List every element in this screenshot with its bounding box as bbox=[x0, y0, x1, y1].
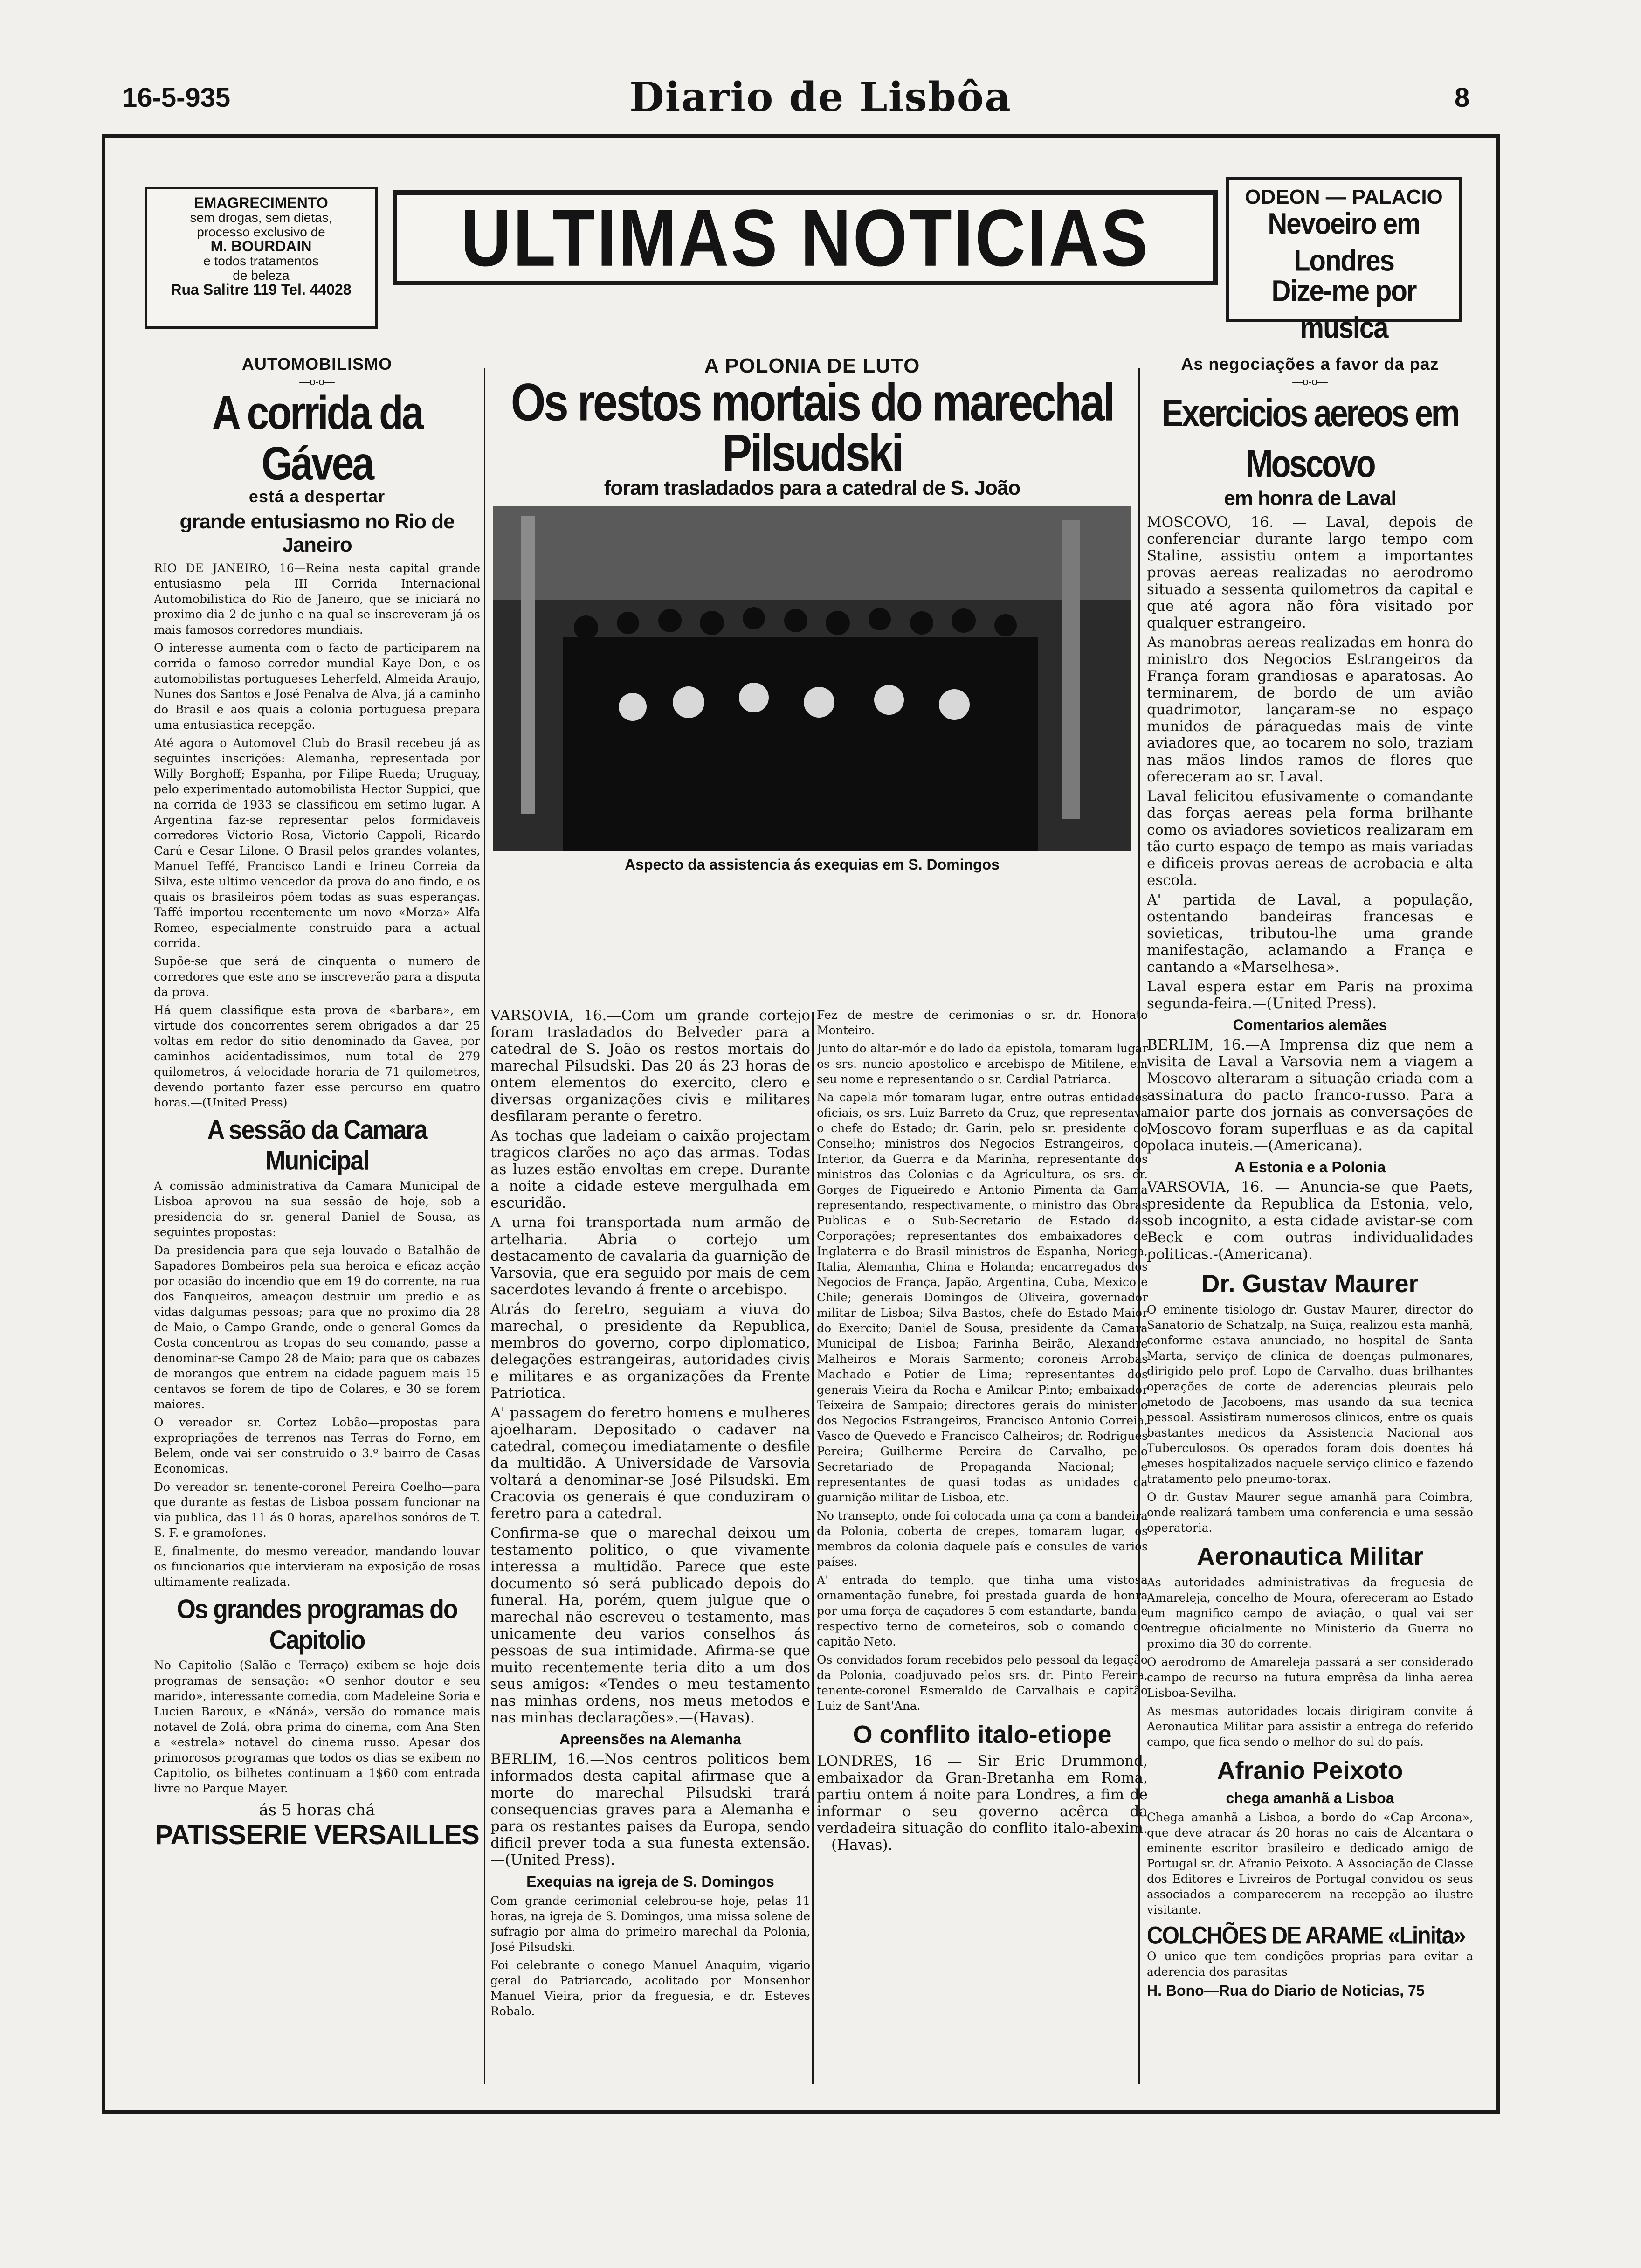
ad-line: PATISSERIE VERSAILLES bbox=[155, 1820, 479, 1850]
column-center-right bbox=[817, 1007, 1148, 2089]
paragraph: No Capitolio (Salão e Terraço) exibem-se hoje dois programas de sensação: «O senhor doutor e seu marido», interessante comedia, com Madeleine Soria e Lucien Baroux, e «Náná», versão do romance mais notavel de Zolá, obra prima do cinema, com Ana Sten a «estrela» notavel do cinema russo. Apesar dos primorosos programas que todos os dias se exibem no Capitolio, os bilhetes continuam a 1$60 com entrada livre no Parque Mayer. bbox=[154, 1659, 480, 1795]
ad-line: ás 5 horas chá bbox=[259, 1801, 375, 1819]
paragraph: O vereador sr. Cortez Lobão—propostas para expropriações de terrenos nas Terras do Forno, em Belem, onde vai ser construido o 3.º bairro de Casas Economicas. bbox=[154, 1416, 480, 1475]
subheadline: está a despertar bbox=[248, 487, 386, 506]
paragraph: RIO DE JANEIRO, 16—Reina nesta capital grande entusiasmo pela III Corrida Internacional Automobilistica do Rio de Janeiro, que se iniciará no proximo dia 2 de junho e na qual se inscreveram já os mais famosos corredores mundiais. bbox=[154, 561, 480, 636]
separator: —o-o— bbox=[299, 376, 335, 387]
ad-line: EMAGRECIMENTO bbox=[194, 194, 328, 211]
paragraph: Na capela mór tomaram lugar, entre outras entidades oficiais, os srs. Luiz Barreto da Cruz, que representava o chefe do Estado; dr. Garin, pelo sr. presidente do Conselho; ministros dos Negocios Estrangeiros, do Interior, da Guerra e da Marinha, representante dos ministros das Colonias e da Agricultura, os srs. dr. Gorges de Figueiredo e Antonio Pimenta da Gama representando, respectivamente, o ministro das Obras Publicas e o Sub-Secretario de Estado das Corporações; representantes dos embaixadores de Inglaterra e do Brasil ministros de Espanha, Noriega, Italia, Alemanha, China e Holanda; encarregados dos Negocios de França, Japão, Argentina, Cuba, Mexico e Chile; generais Domingos de Oliveira, governador militar de Lisboa; Silva Bastos, chefe do Estado Maior do Exercito; Daniel de Sousa, presidente da Camara Municipal de Lisboa; Farinha Beirão, Alexandre Malheiros e Morais Sarmento; coroneis Arrobas Machado e Potier de Lima; representantes dos generais Vieira da Rocha e Amilcar Pinto; embaixador Teixeira de Sampaio; directores gerais do ministerio dos Negocios Estrangeiros, Francisco Antonio Correia, Vasco de Quevedo e Francisco Calheiros; dr. Rodrigues Pereira; Guilherme Pereira de Carvalho, pelo Secretariado de Propaganda Nacional; e representantes de quasi todas as unidades da guarnição militar de Lisboa, etc. bbox=[817, 1091, 1148, 1504]
ad-line: processo exclusivo de bbox=[197, 225, 325, 239]
ad-line: de beleza bbox=[233, 268, 290, 283]
paragraph: O eminente tisiologo dr. Gustav Maurer, director do Sanatorio de Schatzalp, na Suiça, realizou esta manhã, conforme estava anunciado, no hospital de Santa Marta, serviço de clinica de doenças pulmonares, dirigido pelo prof. Lopo de Carvalho, duas brilhantes operações de corte de aderencias pleurais pelo metodo de Jacoboens, mas usando da sua tecnica pessoal. Assistiram numerosos clinicos, entre os quais bastantes medicos da Assistencia Nacional aos Tuberculosos. Os operados foram dois doentes há meses hospitalizados naquele serviço clinico e fazendo tratamento pelo pneumo-torax. bbox=[1147, 1303, 1473, 1486]
photo-caption: Aspecto da assistencia ás exequias em S. Domingos bbox=[625, 856, 1000, 873]
page-number: 8 bbox=[1455, 83, 1470, 113]
headline: A sessão da Camara Municipal bbox=[207, 1115, 427, 1176]
paragraph: Chega amanhã a Lisboa, a bordo do «Cap Arcona», que deve atracar ás 20 horas no cais de Alcantara o eminente escritor brasileiro e dedicado amigo de Portugal sr. dr. Afranio Peixoto. A Associação de Classe dos Editores e Livreiros de Portugal convidou os seus associados a comparecerem na recepção ao ilustre visitante. bbox=[1147, 1811, 1473, 1916]
headline: O conflito italo-etiope bbox=[853, 1721, 1112, 1749]
newspaper-title: Diario de Lisbôa bbox=[629, 74, 1012, 121]
banner-text: ULTIMAS NOTICIAS bbox=[461, 192, 1150, 283]
column-rule bbox=[812, 1012, 814, 2084]
paragraph: Junto do altar-mór e do lado da epistola, tomaram lugar os srs. nuncio apostolico e arcebispo de Mitilene, em seu nome e representando o sr. Cardial Patriarca. bbox=[817, 1042, 1148, 1086]
ad-line: Rua Salitre 119 Tel. 44028 bbox=[171, 281, 352, 298]
ad-line: O unico que tem condições proprias para evitar a aderencia dos parasitas bbox=[1147, 1950, 1473, 1978]
subhead: A Estonia e a Polonia bbox=[1234, 1159, 1386, 1175]
column-right bbox=[1147, 354, 1473, 2089]
paragraph: No transepto, onde foi colocada uma ça com a bandeira da Polonia, coberta de crepes, tomaram lugar, os membros da colonia daquele país e consules de varios países. bbox=[817, 1509, 1148, 1569]
section-kicker: As negociações a favor da paz bbox=[1181, 354, 1439, 373]
paragraph: BERLIM, 16.—A Imprensa diz que nem a visita de Laval a Varsovia nem a viagem a Moscovo alteraram a situação criada com a assinatura do pacto franco-russo. Para a maior parte dos jornais as conversações de Moscovo foram superfluas e as da capital polaca inuteis.—(Americana). bbox=[1147, 1037, 1473, 1154]
funeral-photo bbox=[493, 506, 1131, 851]
ad-line: e todos tratamentos bbox=[203, 254, 319, 268]
section-kicker: A POLONIA DE LUTO bbox=[704, 354, 920, 377]
paragraph: Atrás do feretro, seguiam a viuva do marechal, o presidente da Republica, membros do governo, corpo diplomatico, delegações estrangeiras, autoridades civis e militares e as organizações da Frente Patriotica. bbox=[490, 1301, 810, 1402]
paragraph: Da presidencia para que seja louvado o Batalhão de Sapadores Bombeiros pela sua heroica e eficaz acção por ocasião do incendio que em 19 do corrente, na rua dos Fanqueiros, ameaçou destruir um predio e as vidas dalgumas pessoas; para que no proximo dia 28 de Maio, o Campo Grande, onde o general Gomes da Costa concentrou as tropas do seu comando, passe a denominar-se Campo 28 de Maio; para que os cabazes de morangos que entrem na cidade paguem mais 15 centavos se forem de tipo de Colares, e 30 se forem maiores. bbox=[154, 1244, 480, 1411]
ad-colchoes: COLCHÕES DE ARAME «Linita» bbox=[1147, 1922, 1465, 1950]
column-center-top bbox=[490, 354, 1134, 998]
column-left bbox=[154, 354, 480, 2089]
paragraph: Foi celebrante o conego Manuel Anaquim, vigario geral do Patriarcado, acolitado por Monsenhor Manuel Vieira, prior da freguesia, e dr. Esteves Robalo. bbox=[490, 1958, 810, 2018]
headline: Exercicios aereos em Moscovo bbox=[1161, 391, 1459, 485]
subhead: Comentarios alemães bbox=[1233, 1016, 1387, 1033]
headline: Afranio Peixoto bbox=[1217, 1756, 1403, 1784]
crowd-illustration bbox=[493, 506, 1131, 851]
section-banner bbox=[393, 190, 1218, 285]
ad-odeon bbox=[1226, 177, 1462, 345]
subheadline: grande entusiasmo no Rio de Janeiro bbox=[179, 510, 455, 556]
issue-date: 16-5-935 bbox=[122, 83, 231, 113]
subheadline: em honra de Laval bbox=[1224, 487, 1396, 510]
paragraph: A' partida de Laval, a população, ostentando bandeiras francesas e sovieticas, tributou-lhe uma grande manifestação, aclamando a França e cantando a «Marselhesa». bbox=[1147, 892, 1473, 975]
separator: —o-o— bbox=[1292, 376, 1328, 387]
paragraph: O interesse aumenta com o facto de participarem na corrida o famoso corredor mundial Kaye Don, e os automobilistas portugueses Leherfeld, Almeida Araujo, Nunes dos Santos e José Penalva de Alva, já a caminho do Brasil e aos quais a colonia portuguesa prepara uma entusiastica recepção. bbox=[154, 641, 480, 732]
paragraph: E, finalmente, do mesmo vereador, mandando louvar os funcionarios que intervieram na exposição de rosas ultimamente realizada. bbox=[154, 1544, 480, 1589]
headline: A corrida da Gávea bbox=[212, 387, 422, 490]
section-kicker: AUTOMOBILISMO bbox=[241, 354, 393, 373]
headline: Dr. Gustav Maurer bbox=[1201, 1270, 1419, 1298]
paragraph: Até agora o Automovel Club do Brasil recebeu já as seguintes inscrições: Alemanha, representada por Willy Borghoff; Espanha, por Filipe Rueda; Uruguay, pelo experimentado automobilista Hector Suppici, que na corrida de 1933 se classificou em setimo lugar. A Argentina faz-se representar pelos formidaveis corredores Victorio Rosa, Victorio Cappoli, Ricardo Carú e Cesar Lilone. O Brasil pelos grandes volantes, Manuel Teffé, Francisco Landi e Irineu Correia da Silva, este ultimo vencedor da prova do ano findo, e os quais os brasileiros põem todas as suas esperanças. Taffé importou recentemente um novo «Morza» Alfa Romeo, especialmente construido para a actual corrida. bbox=[154, 736, 480, 950]
paragraph: As mesmas autoridades locais dirigiram convite á Aeronautica Militar para assistir a entrega do referido campo, que fica sendo o melhor do sul do país. bbox=[1147, 1704, 1473, 1749]
paragraph: Laval espera estar em Paris na proxima segunda-feira.—(United Press). bbox=[1147, 978, 1473, 1012]
paragraph: Laval felicitou efusivamente o comandante das forças aereas pela forma brilhante como os aviadores sovieticos realizaram em tão curto espaço de tempo as mais variadas e dificeis provas aereas de acrobacia e alta escola. bbox=[1147, 788, 1473, 889]
paragraph: A' entrada do templo, que tinha uma vistosa ornamentação funebre, foi prestada guarda de honra por uma força de caçadores 5 com estandarte, banda e respectivo terno de corneteiros, sob o comando do capitão Neto. bbox=[817, 1573, 1148, 1648]
column-center-left bbox=[490, 1007, 810, 2089]
ad-line: H. Bono—Rua do Diario de Noticias, 75 bbox=[1147, 1982, 1425, 1999]
paragraph: VARSOVIA, 16. — Anuncia-se que Paets, presidente da Republica da Estonia, velo, sob incognito, a esta cidade avistar-se com Beck e com outras individualidades politicas.-(Americana). bbox=[1147, 1179, 1473, 1263]
headline: Aeronautica Militar bbox=[1196, 1542, 1424, 1570]
subheadline: foram trasladados para a catedral de S. João bbox=[604, 477, 1020, 499]
paragraph: O aerodromo de Amareleja passará a ser considerado campo de recurso na futura emprêsa da linha aerea Lisboa-Sevilha. bbox=[1147, 1655, 1473, 1700]
ad-line: Nevoeiro em Londres bbox=[1268, 207, 1420, 277]
paragraph: As autoridades administrativas da freguesia de Amareleja, concelho de Moura, ofereceram ao Estado um magnifico campo de aviação, o qual vai ser entregue oficialmente no Ministerio da Guerra no proximo dia 30 do corrente. bbox=[1147, 1576, 1473, 1651]
ad-line: M. BOURDAIN bbox=[210, 238, 312, 255]
paragraph: Do vereador sr. tenente-coronel Pereira Coelho—para que durante as festas de Lisboa possam funcionar na via publica, das 11 ás 0 horas, aparelhos sonóros de T. S. F. e gramofones. bbox=[154, 1480, 480, 1540]
paragraph: Confirma-se que o marechal deixou um testamento politico, o que vivamente interessa a multidão. Parece que este documento só será publicado depois do funeral. Ha, porém, quem julgue que o marechal não escreveu o testamento, mas unicamente deu varios conselhos ás pessoas de sua intimidade. Afirma-se que muito recentemente teria dito a um dos seus amigos: «Tendes o meu testamento nas minhas ordens, nos meus metodos e nas minhas declarações».—(Havas). bbox=[490, 1525, 810, 1726]
paragraph: Supõe-se que será de cinquenta o numero de corredores que este ano se inscreverão para a disputa da prova. bbox=[154, 954, 480, 999]
paragraph: Com grande cerimonial celebrou-se hoje, pelas 11 horas, na igreja de S. Domingos, uma missa solene de sufragio por alma do primeiro marechal da Polonia, José Pilsudski. bbox=[490, 1894, 810, 1954]
paragraph: A comissão administrativa da Camara Municipal de Lisboa aprovou na sua sessão de hoje, sob a presidencia do sr. general Daniel de Sousa, as seguintes propostas: bbox=[154, 1179, 480, 1239]
subhead: Apreensões na Alemanha bbox=[559, 1731, 742, 1748]
paragraph: A urna foi transportada num armão de artelharia. Abria o cortejo um destacamento de cavalaria da guarnição de Varsovia, que era seguido por mais de cem sacerdotes levando á frente o arcebispo. bbox=[490, 1214, 810, 1298]
ad-patisserie bbox=[154, 1801, 480, 1851]
ad-emagrecimento bbox=[145, 187, 378, 329]
paragraph: As tochas que ladeiam o caixão projectam tragicos clarões no aço das armas. Todas as luzes estão envoltas em crepe. Durante a noite a cidade esteve mergulhada em escuridão. bbox=[490, 1127, 810, 1211]
subhead: chega amanhã a Lisboa bbox=[1226, 1790, 1394, 1806]
paragraph: O dr. Gustav Maurer segue amanhã para Coimbra, onde realizará tambem uma conferencia e uma sessão operatoria. bbox=[1147, 1490, 1473, 1535]
paragraph: Os convidados foram recebidos pelo pessoal da legação da Polonia, coadjuvado pelos srs. dr. Pinto Fereira, tenente-coronel Esmeraldo de Carvalhais e capitão Luiz de Sant'Ana. bbox=[817, 1653, 1148, 1713]
paragraph: LONDRES, 16 — Sir Eric Drummond, embaixador da Gran-Bretanha em Roma, partiu ontem á noite para Londres, a fim de informar o seu governo acêrca da verdadeira situação do conflito italo-abexim.—(Havas). bbox=[817, 1753, 1148, 1853]
headline: Os grandes programas do Capitolio bbox=[177, 1595, 457, 1655]
paragraph: Fez de mestre de cerimonias o sr. dr. Honorato Monteiro. bbox=[817, 1008, 1148, 1037]
paragraph: VARSOVIA, 16.—Com um grande cortejo foram trasladados do Belveder para a catedral de S. João os restos mortais do marechal Pilsudski. Das 20 ás 23 horas de ontem elementos do exercito, clero e diversas organizações civis e militares desfilaram perante o feretro. bbox=[490, 1007, 810, 1125]
ad-line: sem drogas, sem dietas, bbox=[190, 210, 332, 225]
paragraph: MOSCOVO, 16. — Laval, depois de conferenciar durante largo tempo com Staline, assistiu ontem a importantes provas aereas realizadas no aerodromo situado a sessenta quilometros da capital e que até agora não fôra visitado por qualquer estrangeiro. bbox=[1147, 514, 1473, 631]
paragraph: As manobras aereas realizadas em honra do ministro dos Negocios Estrangeiros da França foram grandiosas e aparatosas. Ao terminarem, de bordo de um avião quadrimotor, lançaram-se no espaço munidos de páraquedas mais de vinte aviadores que, ao tocarem no solo, traziam nas mãos lindos ramos de flores que ofereceram ao sr. Laval. bbox=[1147, 634, 1473, 785]
paragraph: BERLIM, 16.—Nos centros politicos bem informados desta capital afirmase que a morte do marechal Pilsudski trará consequencias graves para a Alemanha e para os restantes paises da Europa, sendo dificil prever toda a sua funesta extensão.—(United Press). bbox=[490, 1751, 810, 1868]
ad-line: ODEON — PALACIO bbox=[1245, 186, 1443, 208]
paragraph: A' passagem do feretro homens e mulheres ajoelharam. Depositado o cadaver na catedral, começou imediatamente o desfile da multidão. A Universidade de Varsovia voltará a denominar-se José Pilsudski. Em Cracovia os generais é que conduziram o feretro para a catedral. bbox=[490, 1404, 810, 1522]
column-rule bbox=[484, 368, 485, 2084]
ad-line: Dize-me por musica bbox=[1271, 274, 1416, 345]
headline: Os restos mortais do marechal Pilsudski bbox=[510, 373, 1114, 483]
subhead: Exequias na igreja de S. Domingos bbox=[526, 1873, 774, 1890]
paragraph: Há quem classifique esta prova de «barbara», em virtude dos concorrentes serem obrigados a dar 25 voltas em redor do sitio denominado da Gavea, por caminhos acidentadissimos, num total de 279 quilometros, á velocidade horaria de 71 quilometros, devendo portanto fazer esse percurso em quatro horas.—(United Press) bbox=[154, 1003, 480, 1109]
